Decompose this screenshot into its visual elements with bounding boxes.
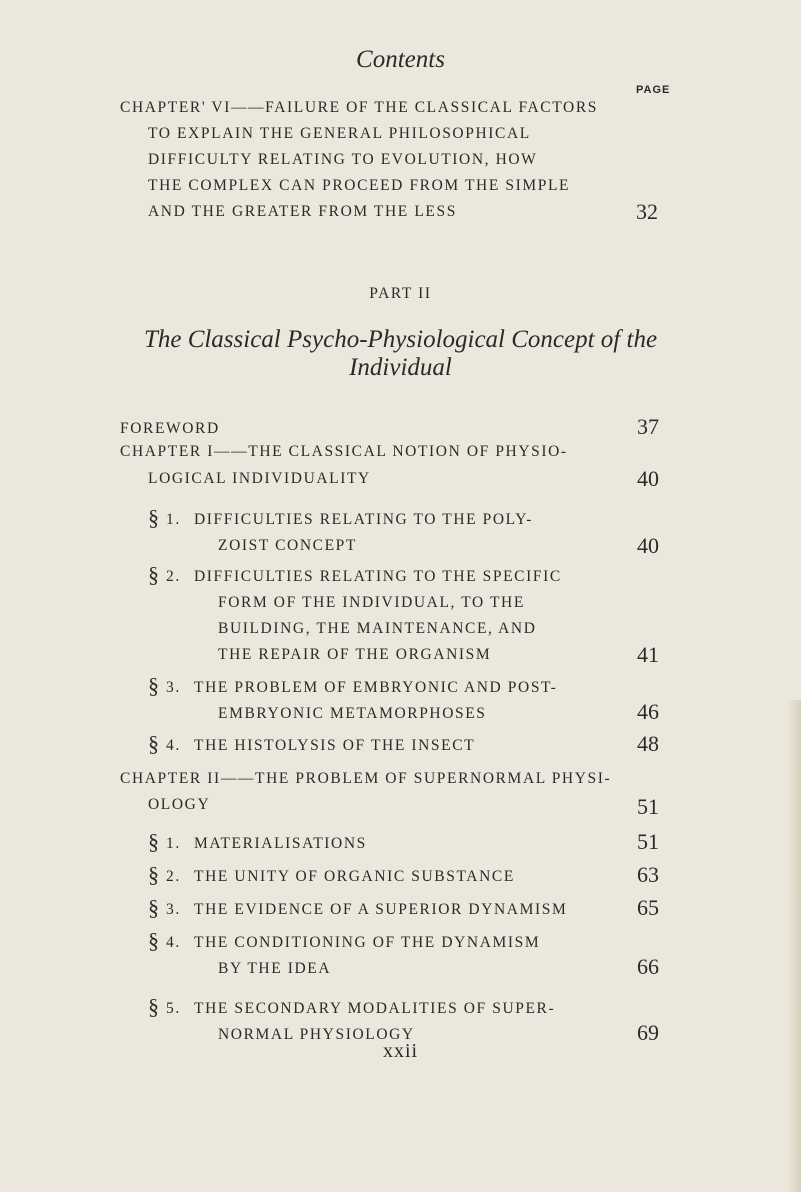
part-label: PART II [369, 285, 432, 302]
entry-line: THE COMPLEX CAN PROCEED FROM THE SIMPLE [148, 177, 571, 194]
entry-line: DIFFICULTIES RELATING TO THE POLY- [194, 511, 534, 528]
section-number: 2. [166, 568, 181, 585]
entry-line: FOREWORD [120, 420, 220, 437]
part-title: Individual [349, 354, 452, 381]
section-sign: § [148, 829, 159, 854]
section-number: 3. [166, 679, 181, 696]
page-folio: xxii [382, 1040, 419, 1062]
section-number: 1. [166, 835, 181, 852]
entry-line: AND THE GREATER FROM THE LESS [148, 203, 457, 220]
page-edge-shadow [787, 700, 801, 1192]
entry-line: THE CONDITIONING OF THE DYNAMISM [194, 934, 541, 951]
entry-line: DIFFICULTY RELATING TO EVOLUTION, HOW [148, 151, 538, 168]
page-number: 32 [636, 199, 658, 224]
section-sign: § [148, 505, 159, 530]
entry-line: BUILDING, THE MAINTENANCE, AND [218, 620, 537, 637]
page-number: 51 [637, 794, 659, 819]
entry-line: THE HISTOLYSIS OF THE INSECT [194, 737, 476, 754]
page-number: 63 [637, 862, 659, 887]
entry-line: CHAPTER II——THE PROBLEM OF SUPERNORMAL PHYSI- [120, 770, 612, 787]
page-number: 48 [637, 731, 659, 756]
entry-line: ZOIST CONCEPT [218, 537, 357, 554]
page-number: 41 [637, 642, 659, 667]
entry-line: EMBRYONIC METAMORPHOSES [218, 705, 487, 722]
entry-line: MATERIALISATIONS [194, 835, 367, 852]
section-number: 4. [166, 737, 181, 754]
entry-line: FORM OF THE INDIVIDUAL, TO THE [218, 594, 525, 611]
entry-line: OLOGY [148, 796, 211, 813]
page-number: 65 [637, 895, 659, 920]
section-number: 3. [166, 901, 181, 918]
section-sign: § [148, 928, 159, 953]
section-sign: § [148, 895, 159, 920]
page-title: Contents [356, 46, 445, 73]
page-column-label: PAGE [636, 84, 671, 96]
part-title: The Classical Psycho-Physiological Concept of the [143, 326, 658, 353]
entry-line: NORMAL PHYSIOLOGY [218, 1026, 415, 1043]
entry-line: CHAPTER I——THE CLASSICAL NOTION OF PHYSIO- [120, 443, 568, 460]
section-number: 1. [166, 511, 181, 528]
page-number: 40 [637, 466, 659, 491]
entry-line: CHAPTER' VI——FAILURE OF THE CLASSICAL FACTORS [120, 99, 598, 116]
section-sign: § [148, 994, 159, 1019]
page-number: 66 [637, 954, 659, 979]
section-sign: § [148, 673, 159, 698]
section-number: 4. [166, 934, 181, 951]
page-number: 40 [637, 533, 659, 558]
page-number: 51 [637, 829, 659, 854]
section-sign: § [148, 731, 159, 756]
entry-line: TO EXPLAIN THE GENERAL PHILOSOPHICAL [148, 125, 531, 142]
section-number: 2. [166, 868, 181, 885]
entry-line: DIFFICULTIES RELATING TO THE SPECIFIC [194, 568, 562, 585]
section-sign: § [148, 562, 159, 587]
page-number: 37 [637, 414, 659, 439]
entry-line: THE SECONDARY MODALITIES OF SUPER- [194, 1000, 556, 1017]
page-number: 46 [637, 699, 659, 724]
entry-line: THE PROBLEM OF EMBRYONIC AND POST- [194, 679, 558, 696]
entry-line: BY THE IDEA [218, 960, 332, 977]
section-number: 5. [166, 1000, 181, 1017]
entry-line: THE UNITY OF ORGANIC SUBSTANCE [194, 868, 515, 885]
section-sign: § [148, 862, 159, 887]
entry-line: THE REPAIR OF THE ORGANISM [218, 646, 492, 663]
page-number: 69 [637, 1020, 659, 1045]
entry-line: THE EVIDENCE OF A SUPERIOR DYNAMISM [194, 901, 568, 918]
entry-line: LOGICAL INDIVIDUALITY [148, 470, 371, 487]
